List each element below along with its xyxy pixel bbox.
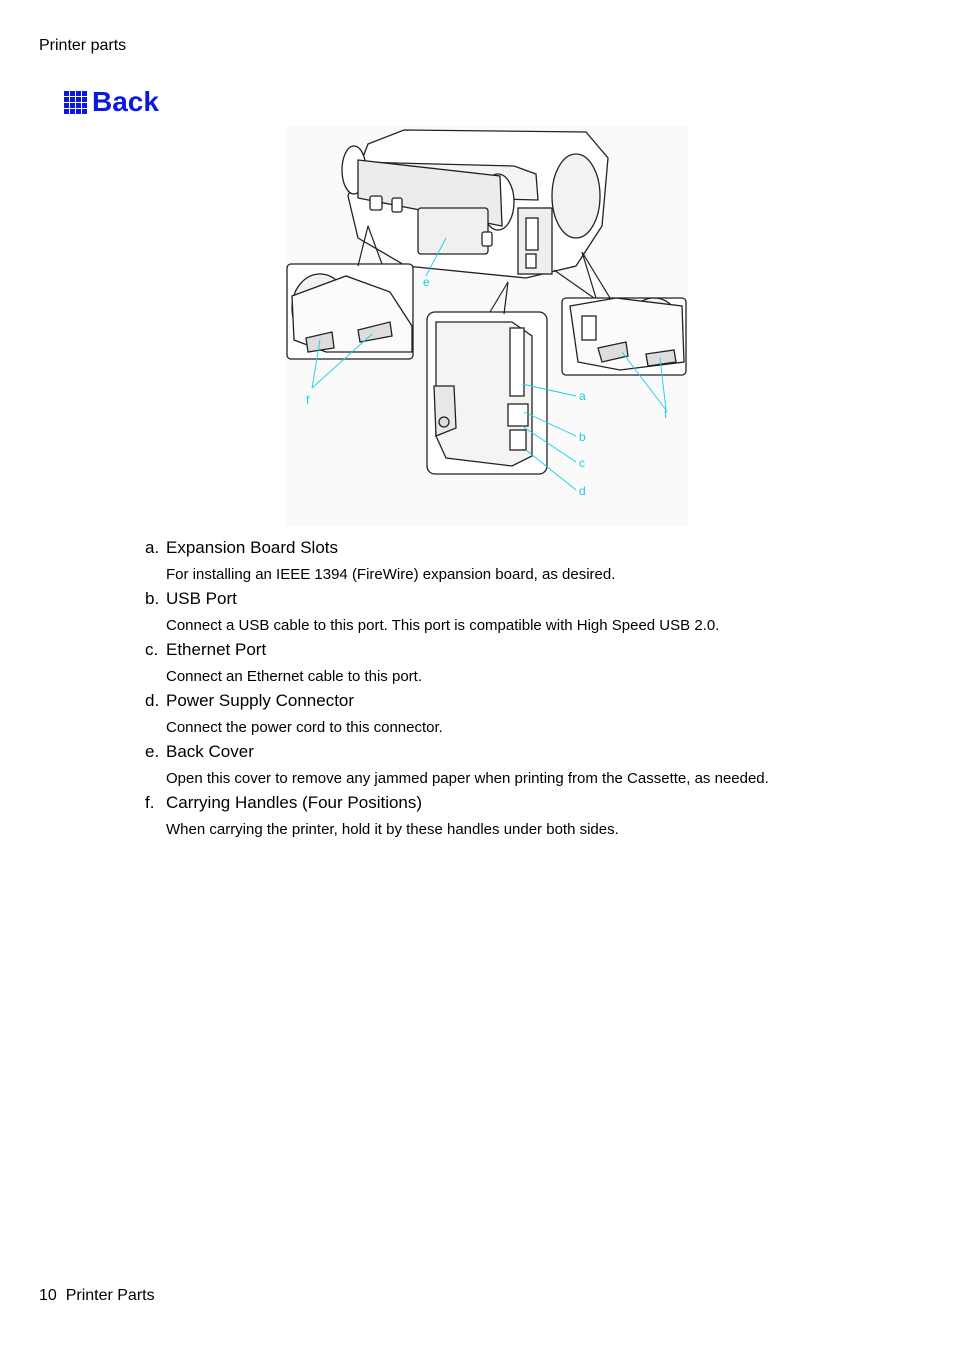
part-description: Connect a USB cable to this port. This port is compatible with High Speed USB 2.0. bbox=[166, 617, 720, 634]
parts-list bbox=[145, 537, 905, 843]
part-description: When carrying the printer, hold it by these handles under both sides. bbox=[166, 821, 619, 838]
printer-back-illustration bbox=[286, 126, 688, 526]
part-power-supply-connector bbox=[145, 690, 905, 741]
part-term bbox=[145, 588, 905, 610]
callout-c: c bbox=[579, 456, 585, 470]
section-heading bbox=[64, 88, 159, 116]
footer-section-name: Printer Parts bbox=[65, 1287, 155, 1304]
callout-a: a bbox=[579, 389, 586, 403]
callout-d: d bbox=[579, 484, 586, 498]
callout-f-left: f bbox=[306, 393, 310, 407]
part-usb-port bbox=[145, 588, 905, 639]
part-name: Power Supply Connector bbox=[166, 691, 355, 710]
page-number: 10 bbox=[39, 1287, 57, 1304]
part-term bbox=[145, 537, 905, 559]
part-letter: a. bbox=[145, 538, 160, 557]
part-description: Open this cover to remove any jammed paper when printing from the Cassette, as needed. bbox=[166, 770, 769, 787]
running-header: Printer parts bbox=[39, 37, 127, 54]
callout-e: e bbox=[423, 275, 430, 289]
part-letter: f. bbox=[145, 793, 155, 812]
part-name: Ethernet Port bbox=[166, 640, 267, 659]
part-letter: d. bbox=[145, 691, 160, 710]
part-description: Connect the power cord to this connector. bbox=[166, 719, 443, 736]
printer-back-drawing bbox=[286, 126, 688, 526]
part-letter: e. bbox=[145, 742, 160, 761]
part-ethernet-port bbox=[145, 639, 905, 690]
part-term bbox=[145, 792, 905, 814]
part-term bbox=[145, 741, 905, 763]
part-description: For installing an IEEE 1394 (FireWire) expansion board, as desired. bbox=[166, 566, 616, 583]
callout-b: b bbox=[579, 430, 586, 444]
part-term bbox=[145, 639, 905, 661]
grid-bullet-icon bbox=[64, 91, 87, 114]
part-term bbox=[145, 690, 905, 712]
part-name: Back Cover bbox=[166, 742, 254, 761]
part-name: Expansion Board Slots bbox=[166, 538, 338, 557]
section-title: Back bbox=[92, 86, 159, 117]
part-name: USB Port bbox=[166, 589, 237, 608]
part-letter: b. bbox=[145, 589, 160, 608]
part-letter: c. bbox=[145, 640, 159, 659]
part-back-cover bbox=[145, 741, 905, 792]
part-name: Carrying Handles (Four Positions) bbox=[166, 793, 423, 812]
part-expansion-board-slots bbox=[145, 537, 905, 588]
part-carrying-handles bbox=[145, 792, 905, 843]
running-footer bbox=[39, 1287, 155, 1305]
part-description: Connect an Ethernet cable to this port. bbox=[166, 668, 422, 685]
callout-f-right: f bbox=[664, 407, 668, 421]
